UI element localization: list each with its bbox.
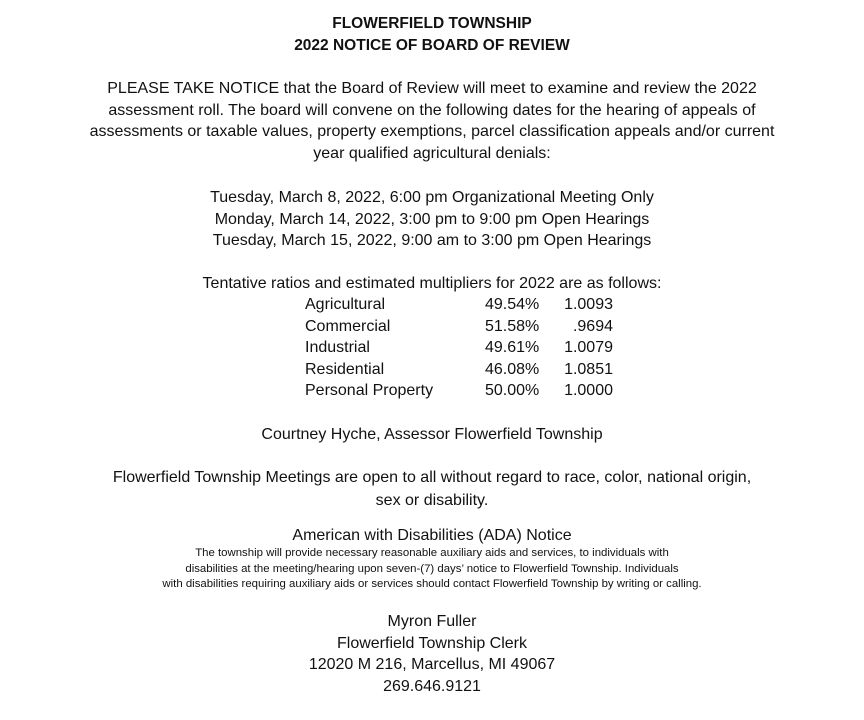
property-class: Personal Property: [305, 382, 434, 399]
multiplier-value: 1.0851: [564, 360, 613, 378]
ada-line: The township will provide necessary reasonable auxiliary aids and services, to individuals with: [195, 547, 669, 559]
meeting-date: Tuesday, March 15, 2022, 9:00 am to 3:00 pm Open Hearings: [212, 232, 652, 249]
meetings-notice-line: Flowerfield Township Meetings are open to all without regard to race, color, national origin,: [112, 469, 752, 486]
clerk-phone: 269.646.9121: [383, 677, 481, 695]
meeting-date: Tuesday, March 8, 2022, 6:00 pm Organizational Meeting Only: [210, 189, 654, 206]
clerk-name: Myron Fuller: [387, 613, 477, 630]
ratios-intro: Tentative ratios and estimated multipliers for 2022 are as follows:: [202, 275, 662, 292]
property-class: Agricultural: [305, 296, 386, 313]
clerk-signature: [0, 611, 864, 697]
ratio-value: 46.08%: [485, 360, 540, 378]
meetings-notice: [0, 466, 864, 512]
ada-line: disabilities at the meeting/hearing upon seven-(7) days’ notice to Flowerfield Township. Individuals: [185, 562, 679, 575]
ada-heading: American with Disabilities (ADA) Notice: [292, 527, 572, 544]
ratio-value: 49.61%: [485, 339, 540, 356]
intro-line: assessments or taxable values, property exemptions, parcel classification appeals and/or current: [89, 123, 775, 140]
ratio-row: [305, 316, 625, 338]
multiplier-value: 1.0093: [564, 296, 613, 313]
ratio-row: [305, 337, 625, 359]
ratio-value: 49.54%: [485, 296, 540, 313]
property-class: Commercial: [305, 317, 391, 335]
assessor-line: Courtney Hyche, Assessor Flowerfield Township: [261, 426, 603, 443]
township-name: FLOWERFIELD TOWNSHIP: [332, 15, 532, 32]
intro-line: PLEASE TAKE NOTICE that the Board of Review will meet to examine and review the 2022: [107, 80, 757, 97]
meeting-date: Monday, March 14, 2022, 3:00 pm to 9:00 pm Open Hearings: [214, 210, 650, 228]
meetings-notice-line: sex or disability.: [375, 492, 489, 509]
notice-title: 2022 NOTICE OF BOARD OF REVIEW: [294, 37, 570, 54]
intro-paragraph: [0, 78, 864, 164]
multiplier-value: .9694: [572, 317, 613, 335]
multiplier-value: 1.0000: [564, 382, 613, 399]
ada-line: with disabilities requiring auxiliary aids or services should contact Flowerfield Township by writing or calling.: [162, 578, 702, 590]
ratio-row: [305, 380, 625, 402]
intro-line: year qualified agricultural denials:: [313, 144, 551, 162]
ratios-table: [305, 294, 625, 402]
ratio-value: 51.58%: [485, 317, 540, 335]
notice-header: [0, 13, 864, 57]
multiplier-value: 1.0079: [564, 339, 613, 356]
ratio-row: [305, 294, 625, 316]
ratio-value: 50.00%: [485, 382, 540, 399]
intro-line: assessment roll. The board will convene on the following dates for the hearing of appeals of: [108, 101, 756, 119]
clerk-title: Flowerfield Township Clerk: [337, 634, 527, 652]
ada-notice-body: [0, 546, 864, 593]
property-class: Residential: [305, 360, 385, 378]
ratio-row: [305, 359, 625, 381]
property-class: Industrial: [305, 339, 370, 356]
clerk-address: 12020 M 216, Marcellus, MI 49067: [308, 656, 556, 673]
meeting-dates: [0, 187, 864, 252]
